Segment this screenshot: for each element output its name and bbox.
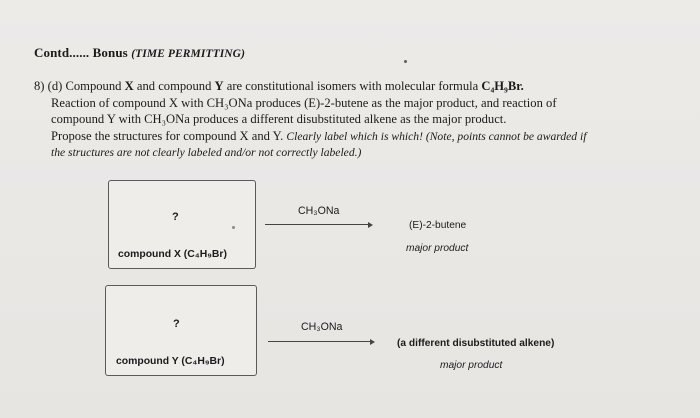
- reaction-arrow-y: [268, 341, 373, 342]
- reaction-arrow-x: [265, 224, 371, 225]
- question-line-4-prefix: Propose the structures for compound X and Y.: [51, 128, 287, 143]
- question-number: 8) (d) Compound: [34, 79, 125, 93]
- question-line-1-mid: and compound: [133, 79, 215, 93]
- molecular-formula: C₄H₉Br.: [481, 79, 524, 93]
- product-x-note: major product: [406, 243, 469, 254]
- compound-y-unknown: ?: [173, 318, 180, 330]
- product-y-note: major product: [440, 360, 503, 371]
- compound-x-ref: X: [124, 79, 134, 93]
- question-line-1: [34, 78, 684, 95]
- section-heading: [34, 45, 245, 61]
- compound-y-label: compound Y (C₄H₉Br): [116, 356, 225, 367]
- heading-note: (TIME PERMITTING): [131, 48, 246, 60]
- question-line-3: compound Y with CH₃ONa produces a different disubstituted alkene as the major product.: [51, 112, 507, 126]
- reagent-x: CH₃ONa: [298, 205, 340, 217]
- question-text: [34, 78, 684, 162]
- reagent-y: CH₃ONa: [301, 321, 343, 333]
- question-line-4-note: Clearly label which is which! (Note, points cannot be awarded if: [286, 129, 587, 143]
- heading-title: Contd...... Bonus: [34, 45, 128, 60]
- speck-mark: [232, 226, 235, 229]
- compound-x-label: compound X (C₄H₉Br): [118, 249, 227, 260]
- compound-x-unknown: ?: [172, 211, 179, 223]
- question-line-5: the structures are not clearly labeled and/or not correctly labeled.): [51, 146, 362, 159]
- question-line-1-rest: are constitutional isomers with molecular formula: [223, 79, 482, 93]
- product-x: (E)-2-butene: [409, 220, 467, 231]
- product-y: (a different disubstituted alkene): [397, 338, 555, 349]
- compound-y-ref: Y: [214, 79, 224, 93]
- question-line-4: [34, 128, 684, 146]
- question-line-2: Reaction of compound X with CH₃ONa produces (E)-2-butene as the major product, and reaction of: [51, 95, 557, 110]
- speck-mark: [404, 60, 407, 63]
